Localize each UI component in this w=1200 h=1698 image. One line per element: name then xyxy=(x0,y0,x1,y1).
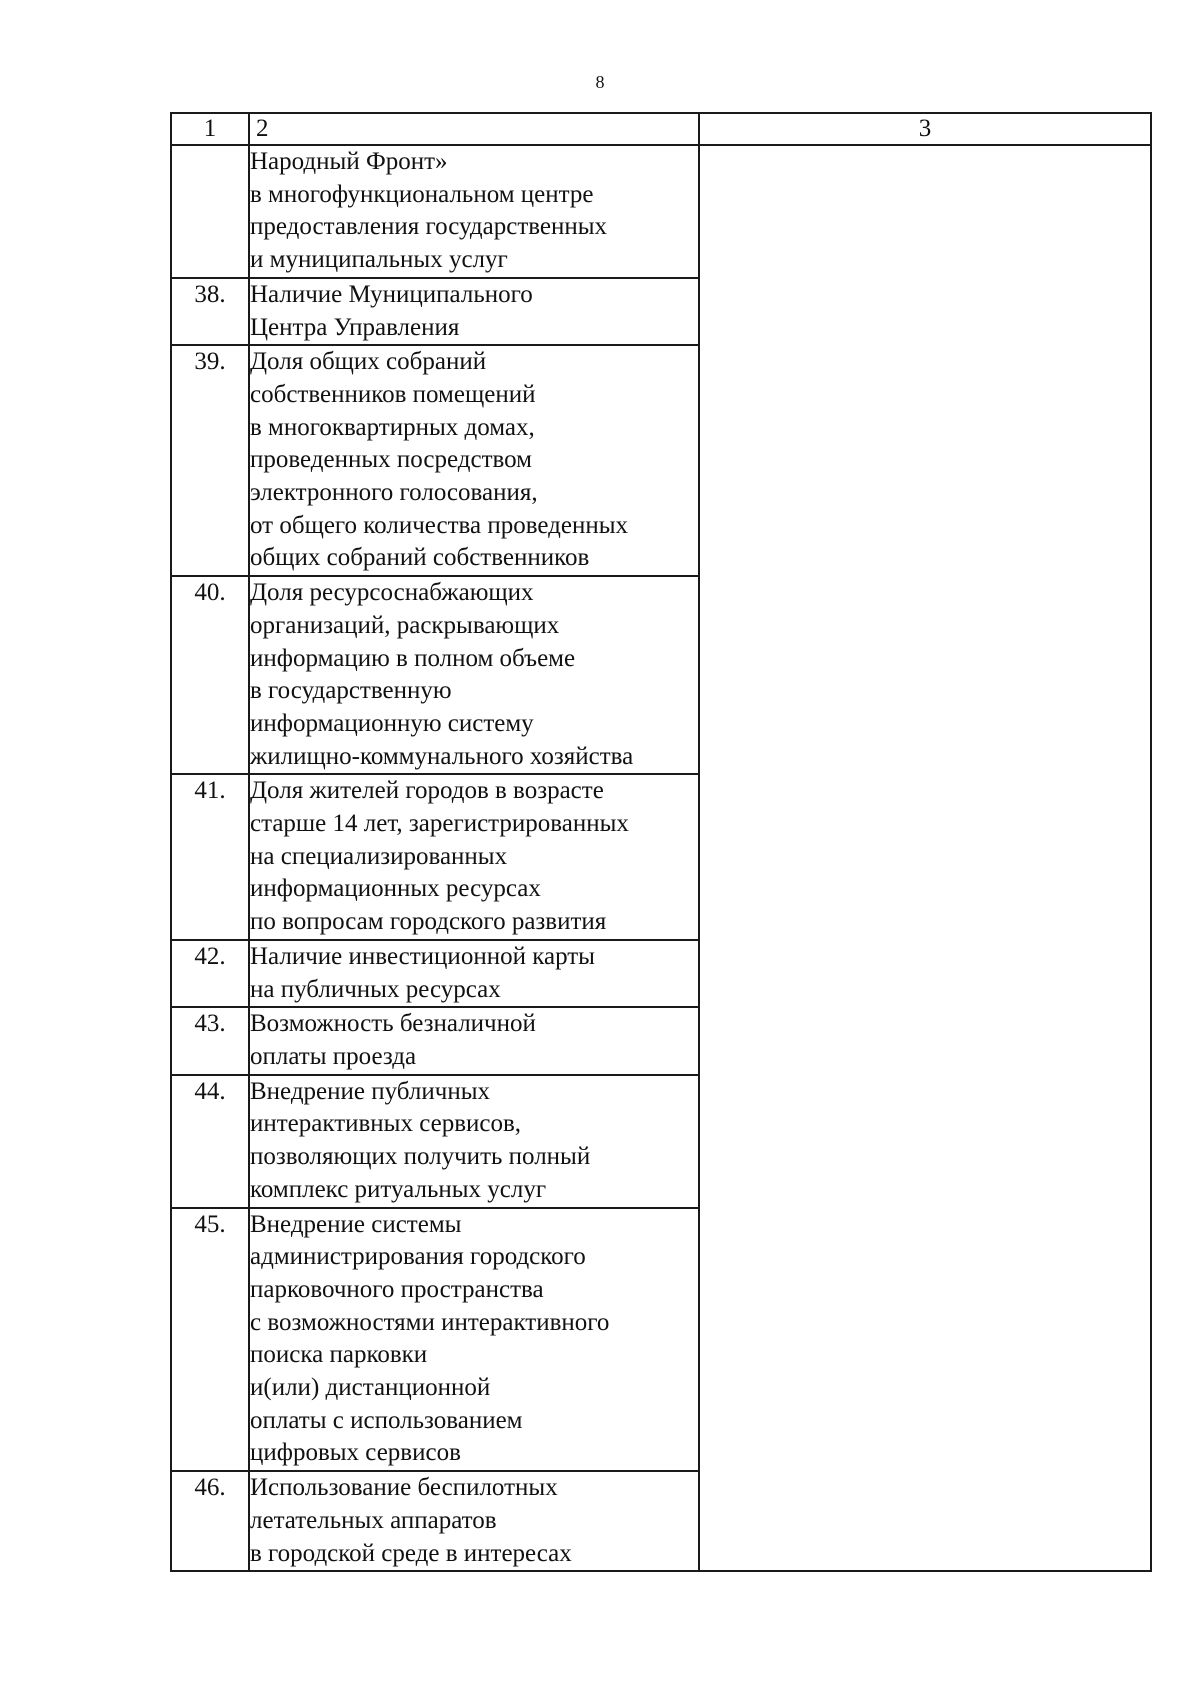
indicator-text-line: парковочного пространства xyxy=(250,1275,544,1303)
row-number: 38. xyxy=(171,278,249,345)
indicator-text-line: Внедрение публичных xyxy=(250,1077,490,1105)
page-number: 8 xyxy=(595,72,605,92)
column-header-1: 1 xyxy=(171,113,249,145)
indicator-text xyxy=(249,1471,699,1571)
indicator-text-line: в государственную xyxy=(250,677,452,705)
indicator-text-line: и муниципальных услуг xyxy=(250,246,508,274)
row-number: 44. xyxy=(171,1075,249,1208)
indicator-text-line: администрирования городского xyxy=(250,1243,586,1271)
indicator-text-line: с возможностями интерактивного xyxy=(250,1308,610,1336)
indicator-text-line: Народный Фронт» xyxy=(250,148,448,175)
column-header-2: 2 xyxy=(249,113,699,145)
indicator-text xyxy=(249,774,699,940)
table-body xyxy=(171,145,1151,1571)
indicator-text-line: на публичных ресурсах xyxy=(250,975,501,1003)
indicator-text-line: старше 14 лет, зарегистрированных xyxy=(250,810,629,838)
row-number: 46. xyxy=(171,1471,249,1571)
indicator-text xyxy=(249,278,699,345)
indicator-text-line: по вопросам городского развития xyxy=(250,908,607,936)
indicator-text-line: и(или) дистанционной xyxy=(250,1374,491,1402)
indicator-text-line: комплекс ритуальных услуг xyxy=(250,1175,547,1203)
table-row xyxy=(171,145,1151,278)
indicator-text-line: информационных ресурсах xyxy=(250,875,541,903)
indicator-text-line: Внедрение системы xyxy=(250,1210,462,1238)
indicator-text-line: предоставления государственных xyxy=(250,213,608,241)
indicator-text xyxy=(249,940,699,1007)
indicator-text-line: Центра Управления xyxy=(250,313,460,341)
indicator-text-line: собственников помещений xyxy=(250,380,536,408)
row-number: 39. xyxy=(171,345,249,576)
indicator-text-line: общих собраний собственников xyxy=(250,544,590,572)
indicator-text-line: поиска парковки xyxy=(250,1341,428,1369)
indicator-text-line: позволяющих получить полный xyxy=(250,1143,591,1171)
indicator-text-line: Наличие Муниципального xyxy=(250,280,533,308)
indicator-text-line: жилищно-коммунального хозяйства xyxy=(250,742,634,770)
indicator-text-line: в многоквартирных домах, xyxy=(250,413,535,441)
indicator-text-line: оплаты проезда xyxy=(250,1042,417,1070)
indicator-text-line: цифровых сервисов xyxy=(250,1439,461,1467)
indicator-text-line: Доля ресурсоснабжающих xyxy=(250,579,534,607)
row-number: 45. xyxy=(171,1208,249,1472)
row-number xyxy=(171,145,249,278)
indicator-text xyxy=(249,1208,699,1472)
indicator-text-line: Наличие инвестиционной карты xyxy=(250,942,595,970)
indicator-text-line: в городской среде в интересах xyxy=(250,1539,572,1567)
table-header-row xyxy=(171,113,1151,145)
indicator-text-line: организаций, раскрывающих xyxy=(250,611,560,639)
indicator-text-line: в многофункциональном центре xyxy=(250,180,594,208)
indicator-text xyxy=(249,1007,699,1074)
indicator-text-line: на специализированных xyxy=(250,842,508,870)
indicator-text-line: информационную систему xyxy=(250,709,534,737)
indicator-text-line: электронного голосования, xyxy=(250,479,538,507)
row-number: 42. xyxy=(171,940,249,1007)
indicator-text xyxy=(249,145,699,278)
column-header-3: 3 xyxy=(699,113,1151,145)
indicator-text-line: от общего количества проведенных xyxy=(250,511,629,539)
indicator-text-line: летательных аппаратов xyxy=(250,1506,497,1534)
indicators-table xyxy=(170,112,1152,1572)
indicator-text xyxy=(249,1075,699,1208)
indicator-text-line: Использование беспилотных xyxy=(250,1474,558,1502)
indicator-text-line: Возможность безналичной xyxy=(250,1010,536,1038)
indicator-text-line: оплаты с использованием xyxy=(250,1406,523,1434)
indicator-text xyxy=(249,576,699,774)
indicator-text-line: Доля общих собраний xyxy=(250,348,487,376)
indicator-text-line: информацию в полном объеме xyxy=(250,644,576,672)
indicator-text-line: проведенных посредством xyxy=(250,446,533,474)
row-number: 40. xyxy=(171,576,249,774)
column-3-cell xyxy=(699,145,1151,1571)
row-number: 41. xyxy=(171,774,249,940)
indicator-text-line: интерактивных сервисов, xyxy=(250,1110,522,1138)
indicator-text-line: Доля жителей городов в возрасте xyxy=(250,777,604,805)
indicator-text xyxy=(249,345,699,576)
row-number: 43. xyxy=(171,1007,249,1074)
